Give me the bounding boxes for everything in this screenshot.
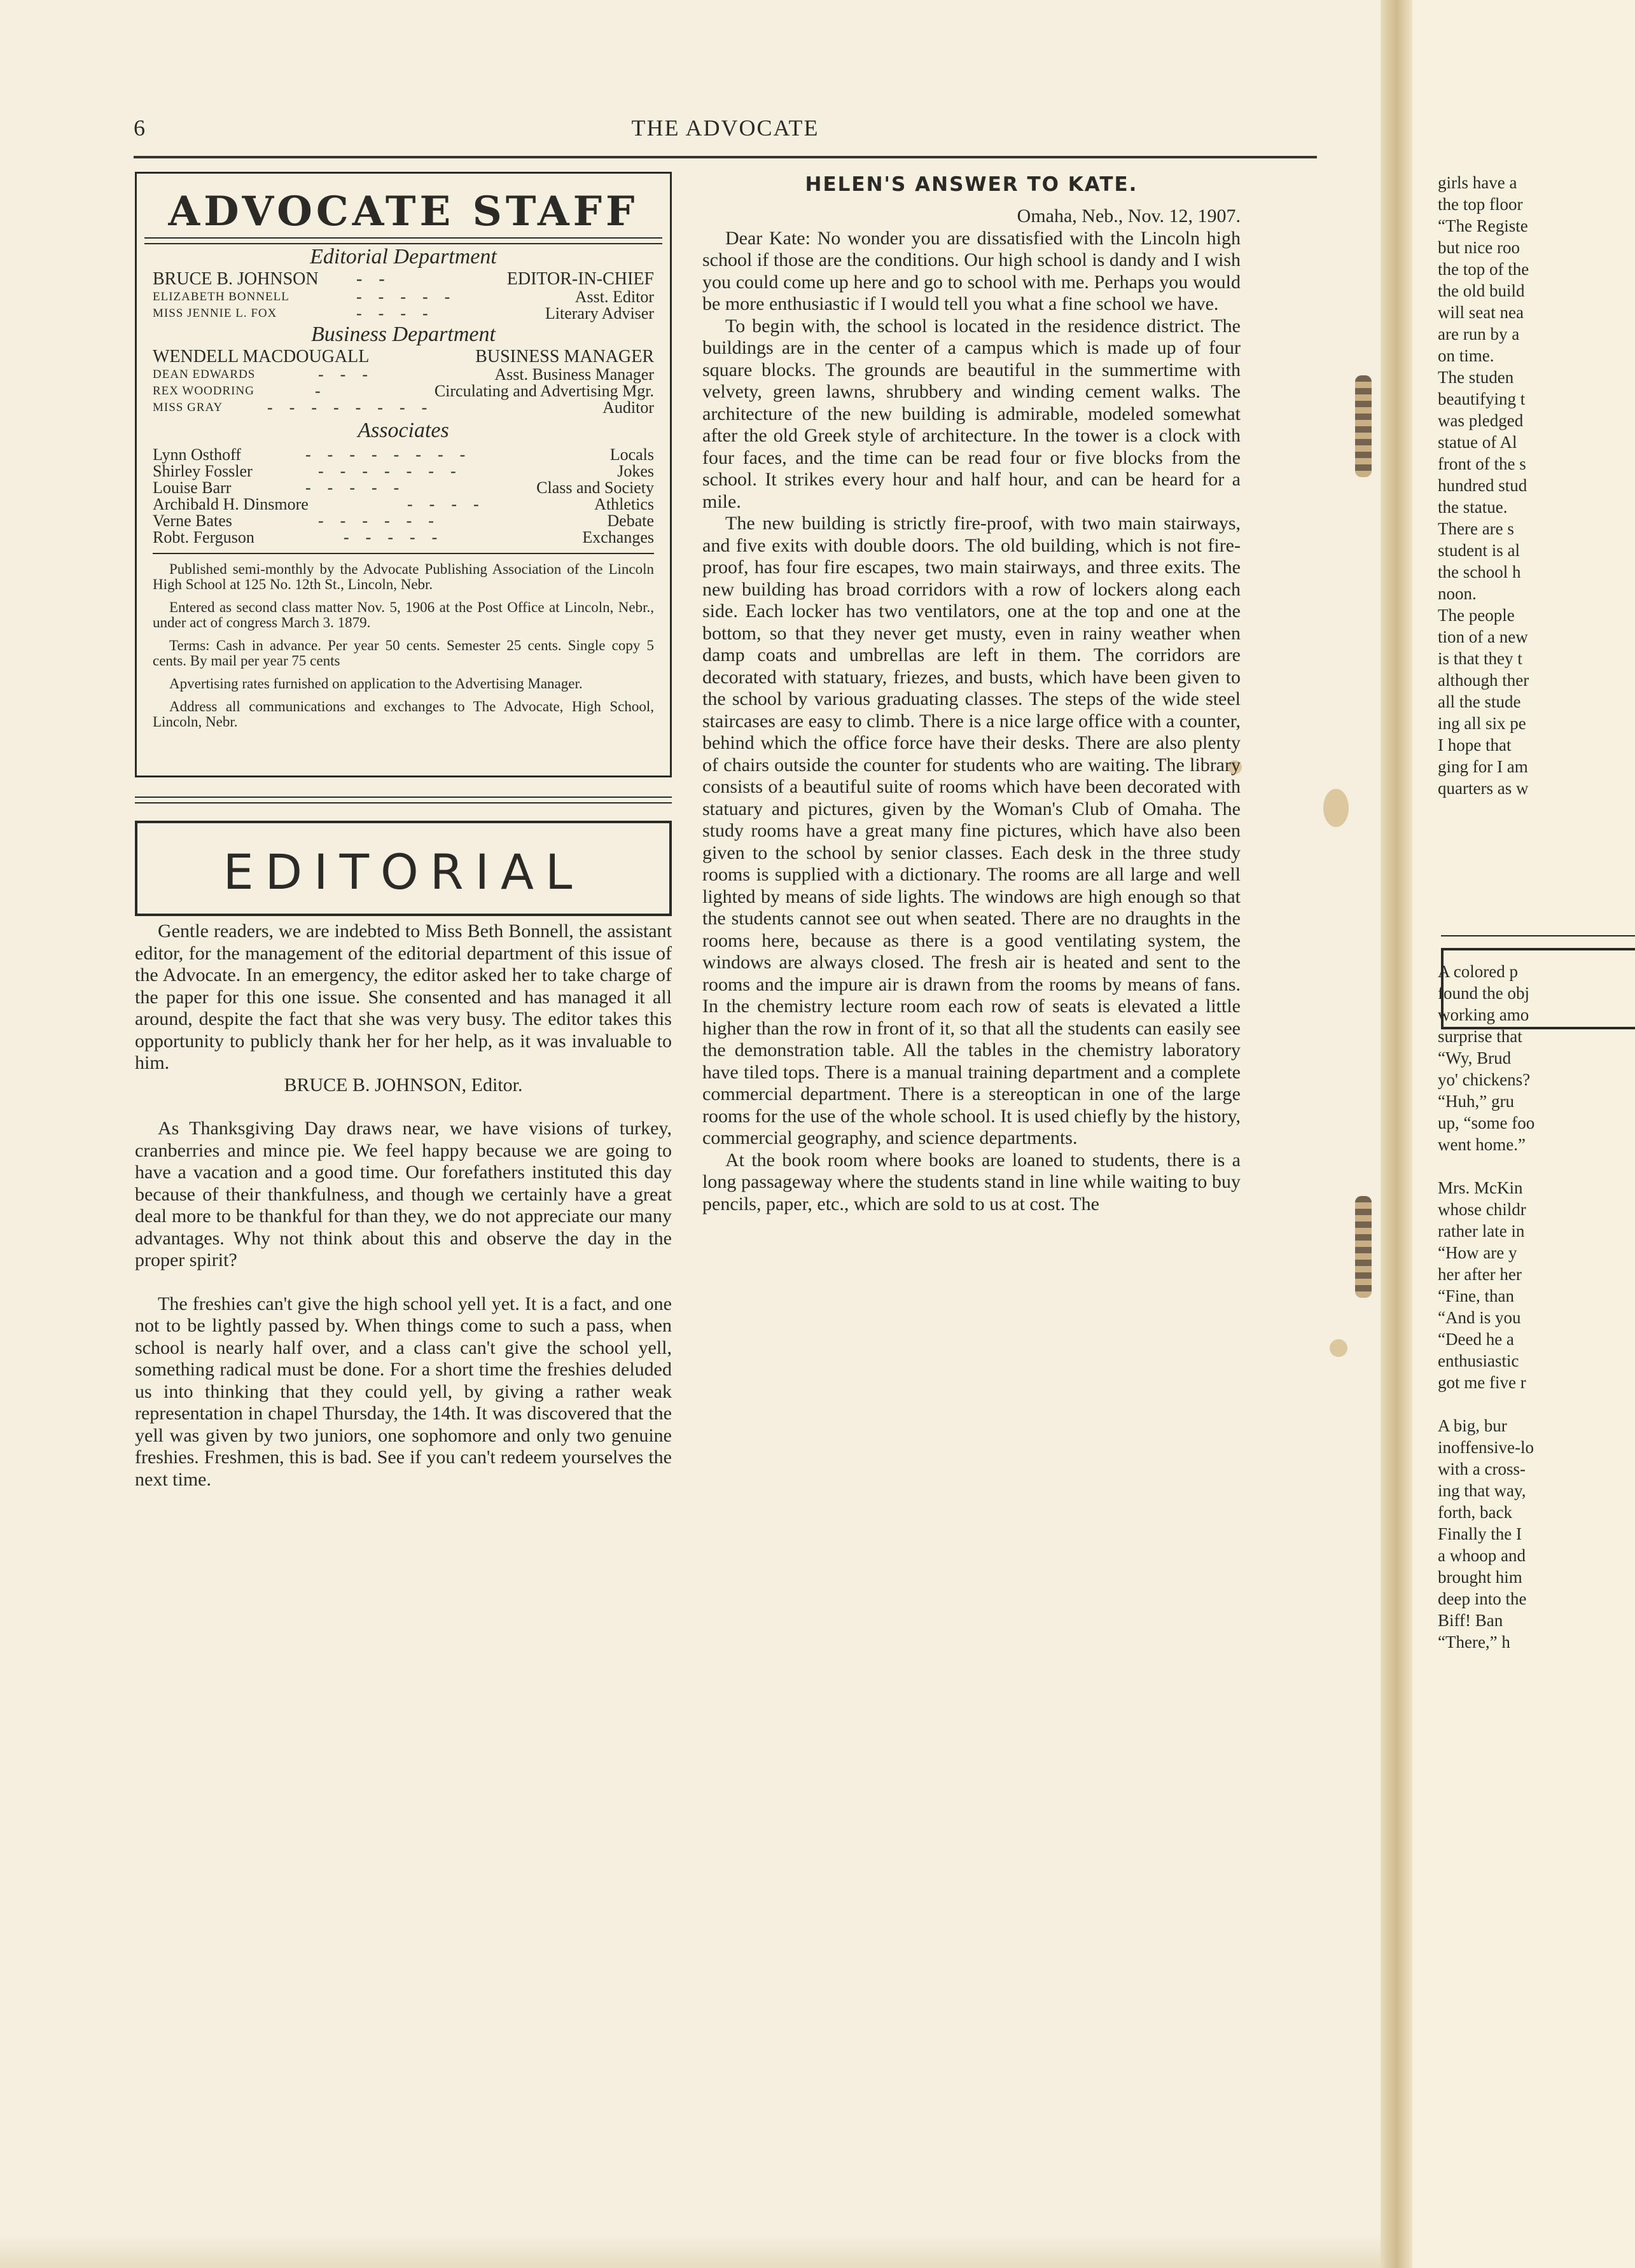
staff-role: Debate xyxy=(607,511,654,530)
staff-role: Locals xyxy=(609,445,654,464)
staff-row: Robt. Ferguson ----- Exchanges xyxy=(153,528,654,546)
binding-thread-mark xyxy=(1355,375,1372,477)
adjacent-text-line: went home.” xyxy=(1438,1135,1526,1154)
staff-role: Asst. Editor xyxy=(574,288,654,306)
adjacent-text-line: on time. xyxy=(1438,346,1494,365)
adjacent-text-line: the top floor xyxy=(1438,195,1523,214)
paper-stain xyxy=(1330,1339,1347,1357)
adjacent-text-line: surprise that xyxy=(1438,1027,1522,1046)
staff-rule xyxy=(153,553,654,554)
staff-row: Verne Bates ------ Debate xyxy=(153,511,654,530)
staff-name: ELIZABETH BONNELL xyxy=(153,290,289,303)
staff-role: Athletics xyxy=(594,495,654,513)
binding-thread-mark xyxy=(1355,1196,1372,1298)
adjacent-text-line: was pledged xyxy=(1438,411,1524,430)
staff-row: MISS JENNIE L. FOX ---- Literary Adviser xyxy=(153,304,654,323)
adjacent-text-line: got me five r xyxy=(1438,1373,1526,1392)
adjacent-text-line: The studen xyxy=(1438,368,1514,387)
adjacent-text-line: A colored p xyxy=(1438,962,1518,981)
address-note: Address all communications and exchanges to The Advocate, High School, Lincoln, Nebr. xyxy=(153,699,654,730)
staff-title: ADVOCATE STAFF xyxy=(168,188,639,235)
adjacent-text-line: “And is you xyxy=(1438,1308,1521,1327)
page-header xyxy=(134,115,1317,153)
adjacent-text-line: ing that way, xyxy=(1438,1481,1526,1500)
adjacent-text-line: Finally the I xyxy=(1438,1524,1522,1543)
adjacent-text-line: “Fine, than xyxy=(1438,1286,1514,1305)
adjacent-text-line: rather late in xyxy=(1438,1221,1525,1241)
double-rule xyxy=(144,237,662,244)
editorial-department-heading: Editorial Department xyxy=(310,245,497,268)
staff-row: MISS GRAY -------- Auditor xyxy=(153,398,654,417)
header-rule xyxy=(134,156,1317,158)
article-paragraph: Dear Kate: No wonder you are dissatisfied with the Lincoln high school if those are the conditions. Our high school is dandy and I wish you could come up here and go to school with me. Perhaps you would be more enthusiastic if I would tell you what a fine school we have. xyxy=(702,227,1241,314)
adjacent-text-line: “Huh,” gru xyxy=(1438,1092,1514,1111)
editorial-signature: BRUCE B. JOHNSON, Editor. xyxy=(284,1074,523,1096)
adjacent-text-line: the old build xyxy=(1438,281,1525,300)
publication-name: THE ADVOCATE xyxy=(631,115,819,141)
adjacent-text-line: The people xyxy=(1438,606,1515,625)
business-department-heading: Business Department xyxy=(311,323,496,346)
staff-role: Class and Society xyxy=(536,478,654,497)
adjacent-text-line: working amo xyxy=(1438,1005,1529,1024)
adjacent-text-line: although ther xyxy=(1438,671,1529,690)
article-dateline: Omaha, Neb., Nov. 12, 1907. xyxy=(1017,205,1241,226)
staff-role: Literary Adviser xyxy=(545,304,654,323)
adjacent-text-line: ging for I am xyxy=(1438,757,1528,776)
adjacent-text-line: noon. xyxy=(1438,584,1477,603)
adjacent-text-line: yo' chickens? xyxy=(1438,1070,1531,1089)
adjacent-text-line: the school h xyxy=(1438,562,1521,581)
adjacent-text-line xyxy=(1438,1155,1635,1177)
staff-name: WENDELL MACDOUGALL xyxy=(153,347,370,366)
publication-note: Published semi-monthly by the Advocate Publishing Association of the Lincoln High School at 125 No. 12th St., Lincoln, Nebr. xyxy=(153,561,654,592)
terms-note: Terms: Cash in advance. Per year 50 cents. Semester 25 cents. Single copy 5 cents. By mail per year 75 cents xyxy=(153,637,654,669)
staff-name: Verne Bates xyxy=(153,511,232,530)
adjacent-rule xyxy=(1441,935,1635,936)
adjacent-text-line: Biff! Ban xyxy=(1438,1611,1503,1630)
adjacent-text-line: forth, back xyxy=(1438,1503,1512,1522)
adjacent-text-line: up, “some foo xyxy=(1438,1113,1535,1132)
staff-name: Louise Barr xyxy=(153,478,232,497)
adjacent-text-line: brought him xyxy=(1438,1568,1522,1587)
adjacent-text-line: “Deed he a xyxy=(1438,1330,1514,1349)
article-paragraph: To begin with, the school is located in the residence district. The buildings are in the center of a campus which is made up of four square blocks. The grounds are beautiful in the summertime with velvety, green lawns, shrubbery and winding cement walks. The architecture of the new building is admirable, modeled somewhat after the old Greek style of architecture. In the tower is a clock with four faces, and the time can be read four or five blocks from the school. It strikes every hour and half hour, and can be heard for a mile. xyxy=(702,315,1241,512)
adjacent-text-line: with a cross- xyxy=(1438,1459,1526,1478)
staff-role: Circulating and Advertising Mgr. xyxy=(434,382,654,400)
adjacent-text-line: statue of Al xyxy=(1438,433,1517,452)
adjacent-text-line xyxy=(1438,1393,1635,1415)
article-column xyxy=(702,205,1241,1215)
staff-row: DEAN EDWARDS --- Asst. Business Manager xyxy=(153,365,654,384)
adjacent-text-line: Mrs. McKin xyxy=(1438,1178,1523,1197)
adjacent-text-fragment xyxy=(1438,172,1635,799)
adjacent-page xyxy=(1412,0,1635,2268)
staff-name: Robt. Ferguson xyxy=(153,528,254,546)
page-fold xyxy=(1381,0,1412,2268)
adjacent-text-line: the statue. xyxy=(1438,497,1508,517)
staff-row: Lynn Osthoff -------- Locals xyxy=(153,445,654,464)
editorial-column xyxy=(135,921,672,1491)
staff-row: Archibald H. Dinsmore ---- Athletics xyxy=(153,495,654,513)
staff-role: EDITOR-IN-CHIEF xyxy=(506,269,654,289)
adjacent-text-line: girls have a xyxy=(1438,173,1517,192)
editorial-paragraph: As Thanksgiving Day draws near, we have visions of turkey, cranberries and mince pie. We feel happy because we are going to have a vacation and a good time. Our forefathers instituted this day because of their thankfulness, and though we certainly have a great deal more to be thankful for than they, we do not appreciate our many advantages. Why not think about this and observe the day in the proper spirit? xyxy=(135,1118,672,1270)
staff-row: BRUCE B. JOHNSON -- EDITOR-IN-CHIEF xyxy=(153,269,654,289)
staff-name: MISS GRAY xyxy=(153,401,223,414)
article-paragraph: At the book room where books are loaned to students, there is a long passageway where the students stand in line while waiting to buy pencils, paper, etc., which are sold to us at cost. The xyxy=(702,1149,1241,1214)
staff-row: REX WOODRING - Circulating and Advertising Mgr. xyxy=(153,382,654,400)
article-title: HELEN'S ANSWER TO KATE. xyxy=(805,173,1138,196)
staff-role: Exchanges xyxy=(582,528,654,546)
staff-row: Shirley Fossler ------- Jokes xyxy=(153,462,654,480)
editorial-paragraph: Gentle readers, we are indebted to Miss Beth Bonnell, the assistant editor, for the management of the editorial department of this issue of the Advocate. In an emergency, the editor asked her to take charge of the paper for this one issue. She consented and has managed it all around, despite the fact that she was very busy. The editor takes this opportunity to publicly thank her for her help, as it was invaluable to him. xyxy=(135,921,672,1073)
adjacent-text-line: There are s xyxy=(1438,519,1514,538)
staff-name: Archibald H. Dinsmore xyxy=(153,495,309,513)
adjacent-text-line: “The Registe xyxy=(1438,216,1528,235)
adjacent-text-line: are run by a xyxy=(1438,324,1520,344)
publication-info xyxy=(153,562,654,737)
staff-role: Jokes xyxy=(617,462,654,480)
editorial-heading: EDITORIAL xyxy=(223,844,584,900)
adjacent-text-line: “There,” h xyxy=(1438,1632,1510,1652)
adjacent-text-line: I hope that xyxy=(1438,735,1512,755)
adjacent-text-line: ing all six pe xyxy=(1438,714,1526,733)
adjacent-text-line: found the obj xyxy=(1438,984,1529,1003)
staff-name: DEAN EDWARDS xyxy=(153,368,256,381)
adjacent-text-line: but nice roo xyxy=(1438,238,1520,257)
staff-row xyxy=(153,348,654,367)
staff-role: BUSINESS MANAGER xyxy=(475,347,654,366)
article-paragraph: The new building is strictly fire-proof, with two main stairways, and five exits with double doors. The old building, which is not fire-proof, has four fire escapes, two main stairways, and three exits. The new building has broad corridors with a row of lockers along each side. Each locker has two ventilators, one at the top and one at the bottom, so that they never get musty, even in rainy weather when damp coats and umbrellas are left in them. The corridors are decorated with statuary, friezes, and busts, which have been given to the school by various graduating classes. The steps of the wide steel staircases are easy to climb. There is a nice large office with a counter, behind which the office force have their desks. There are also plenty of chairs outside the counter for students who are waiting. The library consists of a beautiful suite of rooms which have been decorated with statuary and pictures, given by the Woman's Club of Omaha. The study rooms have a great many fine pictures, which have also been given to the school by senior classes. Each desk in the three study rooms is supplied with a dictionary. The rooms are all large and well lighted by means of side lights. The windows are high enough so that the students cannot see out when seated. There are no draughts in the rooms here, because as there is a good ventilating system, the windows are always closed. The fresh air is heated and sent to the rooms and the impure air is drawn from the rooms by means of fans. In the chemistry lecture room each row of seats is elevated a little higher than the row in front of it, so that all the students can easily see the demonstration table. All the tables in the chemistry laboratory have tiled tops. There is a manual training department and a complete commercial department. There is a stereoptican in one of the large rooms for the use of the whole school. It is used chiefly by the history, commercial geography, and science departments. xyxy=(702,513,1241,1148)
adjacent-text-line: will seat nea xyxy=(1438,303,1524,322)
adjacent-text-line: student is al xyxy=(1438,541,1520,560)
adjacent-text-line: whose childr xyxy=(1438,1200,1526,1219)
adjacent-text-line: a whoop and xyxy=(1438,1546,1526,1565)
adjacent-text-line: front of the s xyxy=(1438,454,1526,473)
staff-name: REX WOODRING xyxy=(153,384,254,398)
adjacent-text-line: inoffensive-lo xyxy=(1438,1438,1534,1457)
staff-role: Auditor xyxy=(602,398,654,417)
adjacent-text-line: “How are y xyxy=(1438,1243,1517,1262)
advertising-note: Apvertising rates furnished on application to the Advertising Manager. xyxy=(169,676,583,692)
staff-name: MISS JENNIE L. FOX xyxy=(153,307,277,320)
adjacent-text-line: her after her xyxy=(1438,1265,1522,1284)
staff-row: ELIZABETH BONNELL ----- Asst. Editor xyxy=(153,288,654,306)
editorial-paragraph: The freshies can't give the high school yell yet. It is a fact, and one not to be lightly passed by. When things come to such a pass, when school is nearly half over, and a class can't give the school yell, something radical must be done. For a short time the freshies deluded us into thinking that they could yell, by giving a rather weak representation in chapel Thursday, the 14th. It was discovered that the yell was given by two juniors, one sophomore and only two genuine freshies. Freshmen, this is bad. See if you can't redeem yourselves the next time. xyxy=(135,1293,672,1490)
page-number: 6 xyxy=(134,115,145,141)
staff-role: Asst. Business Manager xyxy=(494,365,654,384)
staff-name: Shirley Fossler xyxy=(153,462,253,480)
adjacent-text-line: beautifying t xyxy=(1438,389,1526,408)
adjacent-text-line: the top of the xyxy=(1438,260,1529,279)
adjacent-text-line: quarters as w xyxy=(1438,779,1529,798)
adjacent-text-line: “Wy, Brud xyxy=(1438,1048,1512,1068)
editorial-heading-box xyxy=(135,821,672,916)
adjacent-text-line: A big, bur xyxy=(1438,1416,1507,1435)
staff-row: Louise Barr ----- Class and Society xyxy=(153,478,654,497)
adjacent-text-line: deep into the xyxy=(1438,1589,1527,1608)
paper-stain xyxy=(1323,789,1349,827)
staff-name: Lynn Osthoff xyxy=(153,445,241,464)
adjacent-text-line: enthusiastic xyxy=(1438,1351,1519,1370)
adjacent-text-fragment xyxy=(1438,961,1635,1653)
adjacent-text-line: all the stude xyxy=(1438,692,1521,711)
adjacent-text-line: is that they t xyxy=(1438,649,1522,668)
adjacent-text-line: tion of a new xyxy=(1438,627,1528,646)
mailing-note: Entered as second class matter Nov. 5, 1906 at the Post Office at Lincoln, Nebr., under act of congress March 3. 1879. xyxy=(153,599,654,630)
associates-heading: Associates xyxy=(358,419,449,442)
staff-box xyxy=(135,172,672,777)
double-rule xyxy=(135,797,672,804)
staff-name: BRUCE B. JOHNSON xyxy=(153,269,319,289)
adjacent-text-line: hundred stud xyxy=(1438,476,1527,495)
